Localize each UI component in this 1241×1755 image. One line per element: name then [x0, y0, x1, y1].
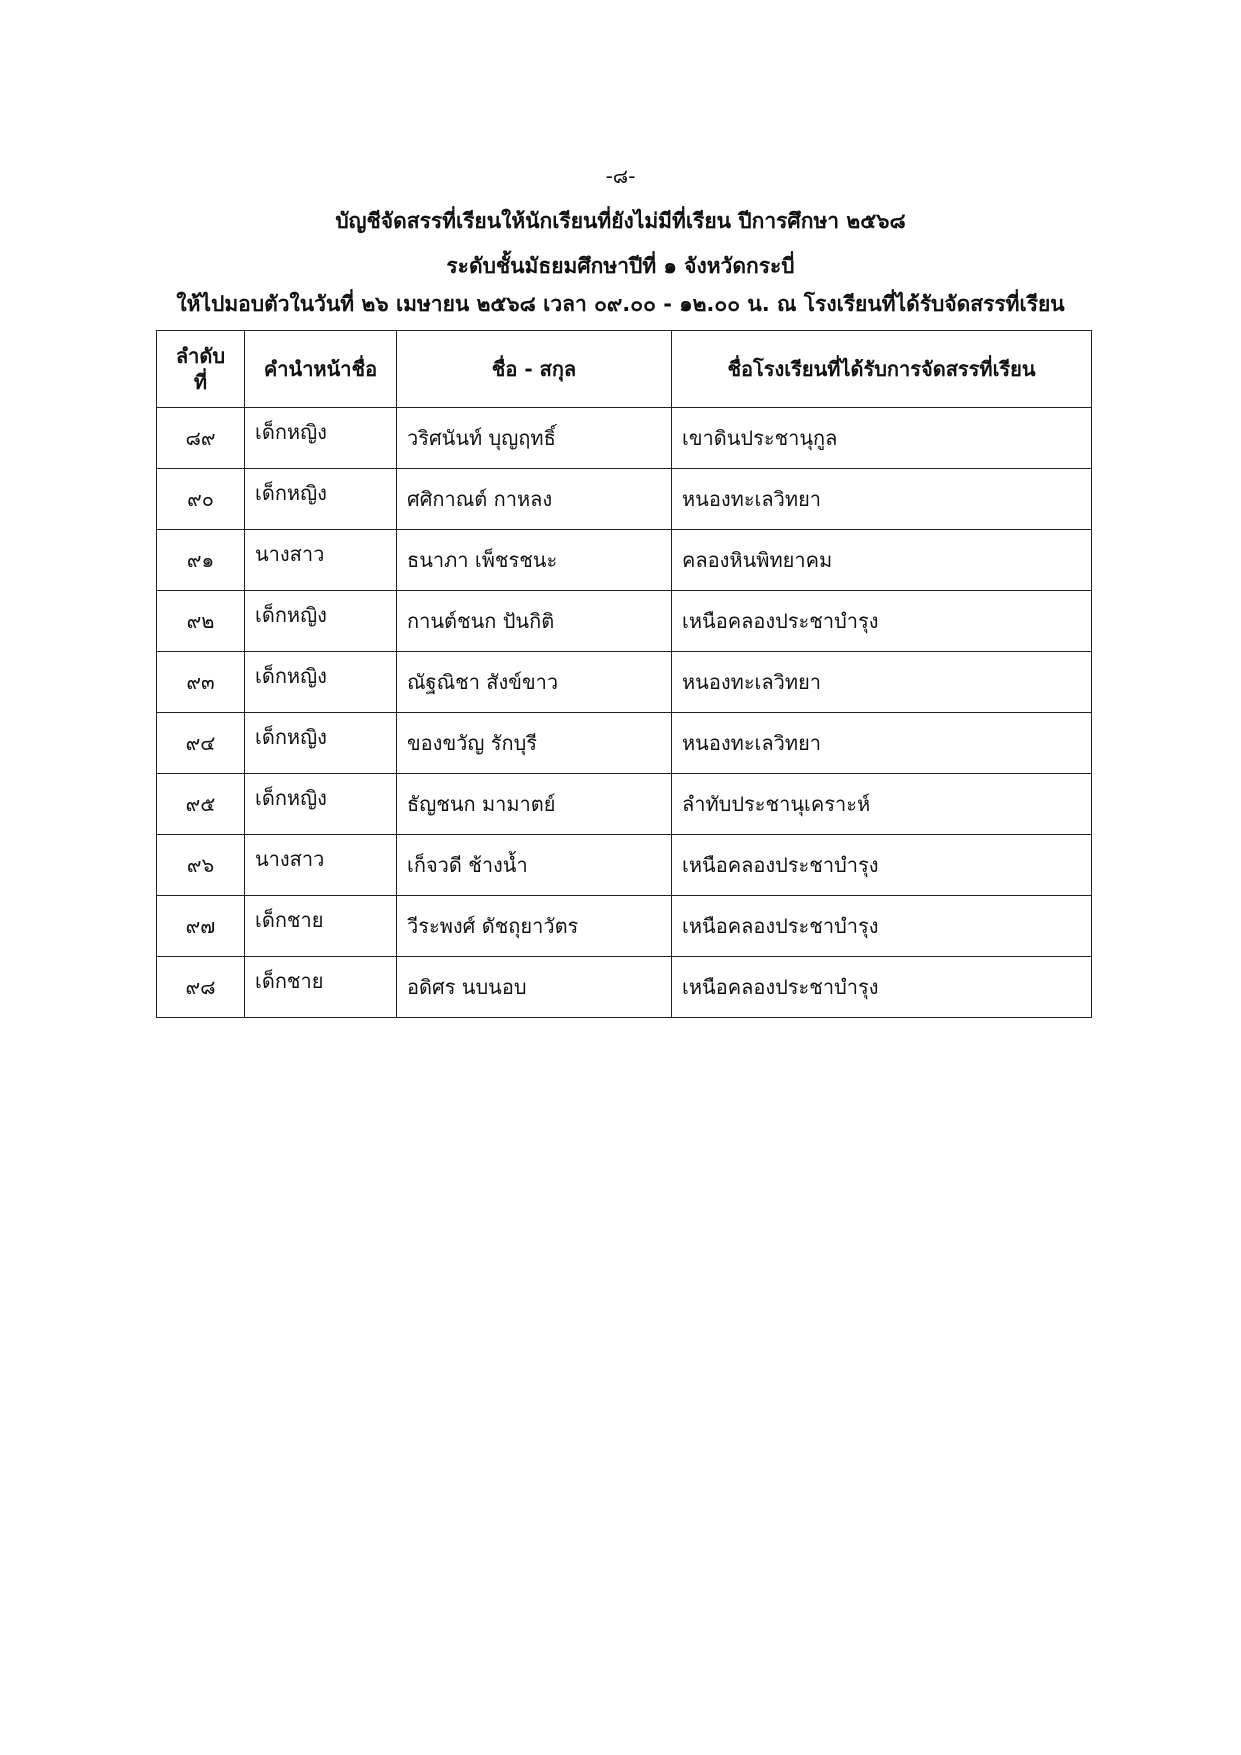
row-prefix: นางสาว — [245, 530, 397, 591]
row-name: ศศิกาณต์ กาหลง — [397, 469, 672, 530]
row-prefix: นางสาว — [245, 835, 397, 896]
table-row — [157, 896, 1092, 957]
row-name: ณัฐณิชา สังข์ขาว — [397, 652, 672, 713]
row-name: ธนาภา เพ็ชรชนะ — [397, 530, 672, 591]
row-school: เหนือคลองประชาบำรุง — [672, 957, 1092, 1018]
row-school: เหนือคลองประชาบำรุง — [672, 591, 1092, 652]
table-row — [157, 957, 1092, 1018]
allocation-table — [156, 330, 1092, 1018]
row-number: ๙๑ — [157, 530, 245, 591]
row-school: เหนือคลองประชาบำรุง — [672, 896, 1092, 957]
row-name: วีระพงศ์ ดัชถุยาวัตร — [397, 896, 672, 957]
row-number: ๙๔ — [157, 713, 245, 774]
row-prefix: เด็กหญิง — [245, 408, 397, 469]
table-row — [157, 591, 1092, 652]
header-order — [157, 331, 245, 408]
table-row — [157, 408, 1092, 469]
row-number: ๙๐ — [157, 469, 245, 530]
row-number: ๙๕ — [157, 774, 245, 835]
row-number: ๙๓ — [157, 652, 245, 713]
row-name: อดิศร นบนอบ — [397, 957, 672, 1018]
row-name: วริศนันท์ บุญฤทธิ์ — [397, 408, 672, 469]
row-number: ๘๙ — [157, 408, 245, 469]
table-row — [157, 530, 1092, 591]
table-row — [157, 713, 1092, 774]
row-prefix: เด็กหญิง — [245, 469, 397, 530]
table-row — [157, 835, 1092, 896]
row-prefix: เด็กหญิง — [245, 591, 397, 652]
row-number: ๙๗ — [157, 896, 245, 957]
row-name: ธัญชนก มามาตย์ — [397, 774, 672, 835]
header-order-line1: ลำดับ — [175, 344, 226, 368]
row-school: หนองทะเลวิทยา — [672, 652, 1092, 713]
header-name: ชื่อ - สกุล — [397, 331, 672, 408]
row-prefix: เด็กหญิง — [245, 652, 397, 713]
table-row — [157, 469, 1092, 530]
row-prefix: เด็กหญิง — [245, 774, 397, 835]
row-prefix: เด็กชาย — [245, 896, 397, 957]
document-subtitle: ระดับชั้นมัธยมศึกษาปีที่ ๑ จังหวัดกระบี่ — [446, 254, 795, 278]
header-prefix: คำนำหน้าชื่อ — [245, 331, 397, 408]
page-number: -๘- — [605, 164, 636, 188]
header-school: ชื่อโรงเรียนที่ได้รับการจัดสรรที่เรียน — [672, 331, 1092, 408]
row-number: ๙๘ — [157, 957, 245, 1018]
header-order-line2: ที่ — [193, 370, 208, 394]
row-name: เก็จวดี ช้างน้ำ — [397, 835, 672, 896]
row-number: ๙๒ — [157, 591, 245, 652]
row-school: หนองทะเลวิทยา — [672, 713, 1092, 774]
row-school: เขาดินประชานุกูล — [672, 408, 1092, 469]
row-name: ของขวัญ รักบุรี — [397, 713, 672, 774]
row-number: ๙๖ — [157, 835, 245, 896]
row-school: หนองทะเลวิทยา — [672, 469, 1092, 530]
table-row — [157, 652, 1092, 713]
row-school: คลองหินพิทยาคม — [672, 530, 1092, 591]
row-prefix: เด็กชาย — [245, 957, 397, 1018]
row-prefix: เด็กหญิง — [245, 713, 397, 774]
row-school: ลำทับประชานุเคราะห์ — [672, 774, 1092, 835]
row-school: เหนือคลองประชาบำรุง — [672, 835, 1092, 896]
reporting-instruction: ให้ไปมอบตัวในวันที่ ๒๖ เมษายน ๒๕๖๘ เวลา ๐๙.๐๐ - ๑๒.๐๐ น. ณ โรงเรียนที่ได้รับจัดสรรที่เรียน — [176, 292, 1065, 316]
document-title: บัญชีจัดสรรที่เรียนให้นักเรียนที่ยังไม่มีที่เรียน ปีการศึกษา ๒๕๖๘ — [335, 209, 906, 233]
table-row — [157, 774, 1092, 835]
table-header-row — [157, 331, 1092, 408]
row-name: กานต์ชนก ปันกิติ — [397, 591, 672, 652]
